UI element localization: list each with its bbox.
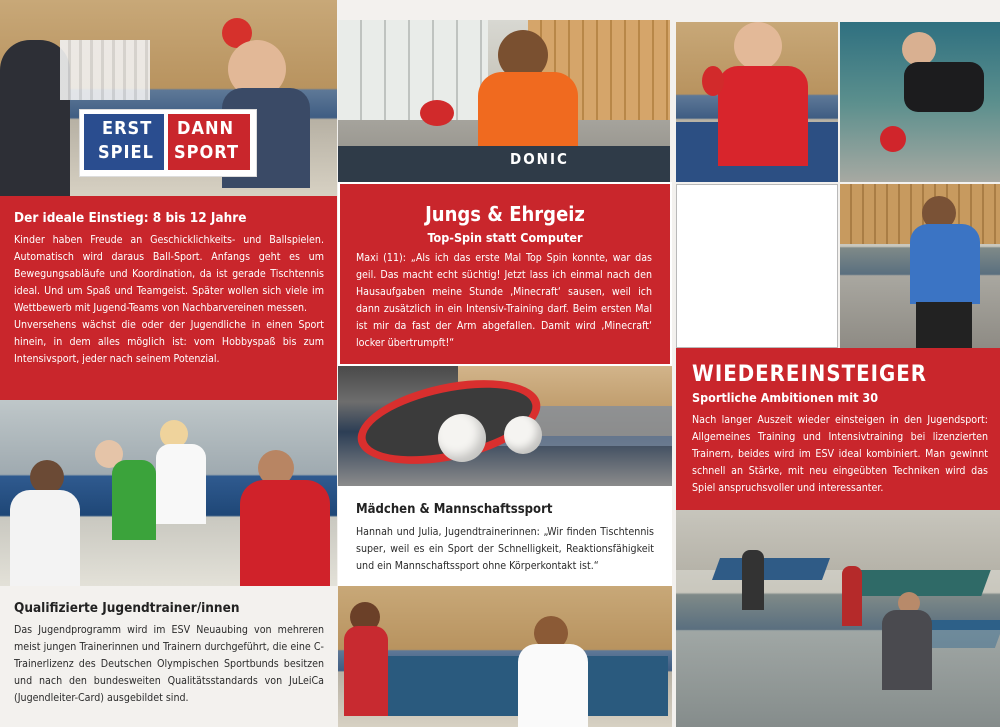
photo-boy-topspin <box>338 20 670 182</box>
section-girls-team <box>338 486 672 586</box>
panel-ideal-entry-heading: Der ideale Einstieg: 8 bis 12 Jahre <box>14 210 247 226</box>
logo-sport: SPORT <box>174 142 240 163</box>
photo-man-blue-shirt <box>840 184 1000 348</box>
photo-kids-group-sitting <box>0 400 337 586</box>
panel-ideal-entry <box>0 196 337 400</box>
panel-returners-body: Nach langer Auszeit wieder einsteigen in den Jugendsport: Allgemeines Training und Intensivtraining bei lizenzierten Trainern, beides wird im ESV ideal kombiniert. Man gewinnt schnell an Stärke, mit neu eingeübten Techniken wird das Spiel anspruchsvoller und interessanter. <box>692 414 988 494</box>
panel-returners <box>676 348 1000 510</box>
table-brand-label: DONIC <box>510 150 569 168</box>
logo-erst: ERST <box>102 118 153 139</box>
panel-returners-subheading: Sportliche Ambitionen mit 30 <box>692 390 879 405</box>
panel-boys-heading: Jungs & Ehrgeiz <box>425 202 585 226</box>
photo-man-black-shirt <box>840 22 1000 182</box>
panel-boys-subheading: Top-Spin statt Computer <box>427 230 583 245</box>
qualified-trainers-heading: Qualifizierte Jugendtrainer/innen <box>14 600 240 616</box>
photo-man-red-shirt <box>676 22 838 182</box>
logo-erst-spiel-dann-sport <box>80 110 256 176</box>
photo-balls-and-bat <box>338 366 672 486</box>
panel-boys-body: Maxi (11): „Als ich das erste Mal Top Spin konnte, war das geil. Das macht echt süchtig! Jetzt lass ich einmal nach den Hausaufgaben meine Stunde ‚Minecraft‘ sausen, weil ich dann zusätzlich in ein Intensiv-Training darf. Beim ersten Mal ist mir da fast der Arm abgefallen. Damit wird ‚Minecraft‘ locker übertrumpft!“ <box>356 252 652 349</box>
panel-boys-ambition <box>338 182 672 366</box>
blank-white-frame <box>676 184 838 348</box>
logo-spiel: SPIEL <box>98 142 154 163</box>
panel-ideal-entry-para1: Kinder haben Freude an Geschicklichkeits- und Ballspielen. Automatisch wird daraus Ball-Sport. Anfangs geht es um Bewegungsabläufe und Koordination, da ist gerade Tischtennis ideal. Und um Spaß und Teamgeist. Später wollen sich viele im Wettbewerb mit Jugend-Teams von Nachbarvereinen messen. <box>14 234 324 314</box>
girls-team-body: Hannah und Julia, Jugendtrainerinnen: „Wir finden Tischtennis super, weil es ein Sport der Schnelligkeit, Reaktionsfähigkeit und ein Mannschaftssport ohne Körperkontakt ist.“ <box>356 526 654 572</box>
panel-returners-heading: WIEDEREINSTEIGER <box>692 362 928 387</box>
photo-girls-training <box>338 586 672 727</box>
girls-team-heading: Mädchen & Mannschaftssport <box>356 502 553 517</box>
section-qualified-trainers <box>0 586 337 727</box>
photo-adult-training-hall <box>676 510 1000 727</box>
qualified-trainers-body: Das Jugendprogramm wird im ESV Neuaubing von mehreren meist jungen Trainerinnen und Trainern durchgeführt, die eine C-Trainerlizenz des Deutschen Olympischen Sportbunds besitzen und nach den bundesweiten Qualitätsstandards von JuLeiCa (Jugendleiter-Card) ausgebildet sind. <box>14 624 324 704</box>
logo-dann: DANN <box>177 118 235 139</box>
panel-ideal-entry-para2: Unversehens wächst die oder der Jugendliche in einen Sport hinein, in dem alles möglich ist: vom Hobbyspaß bis zum Intensivsport, jeder nach seinem Potenzial. <box>14 319 324 365</box>
